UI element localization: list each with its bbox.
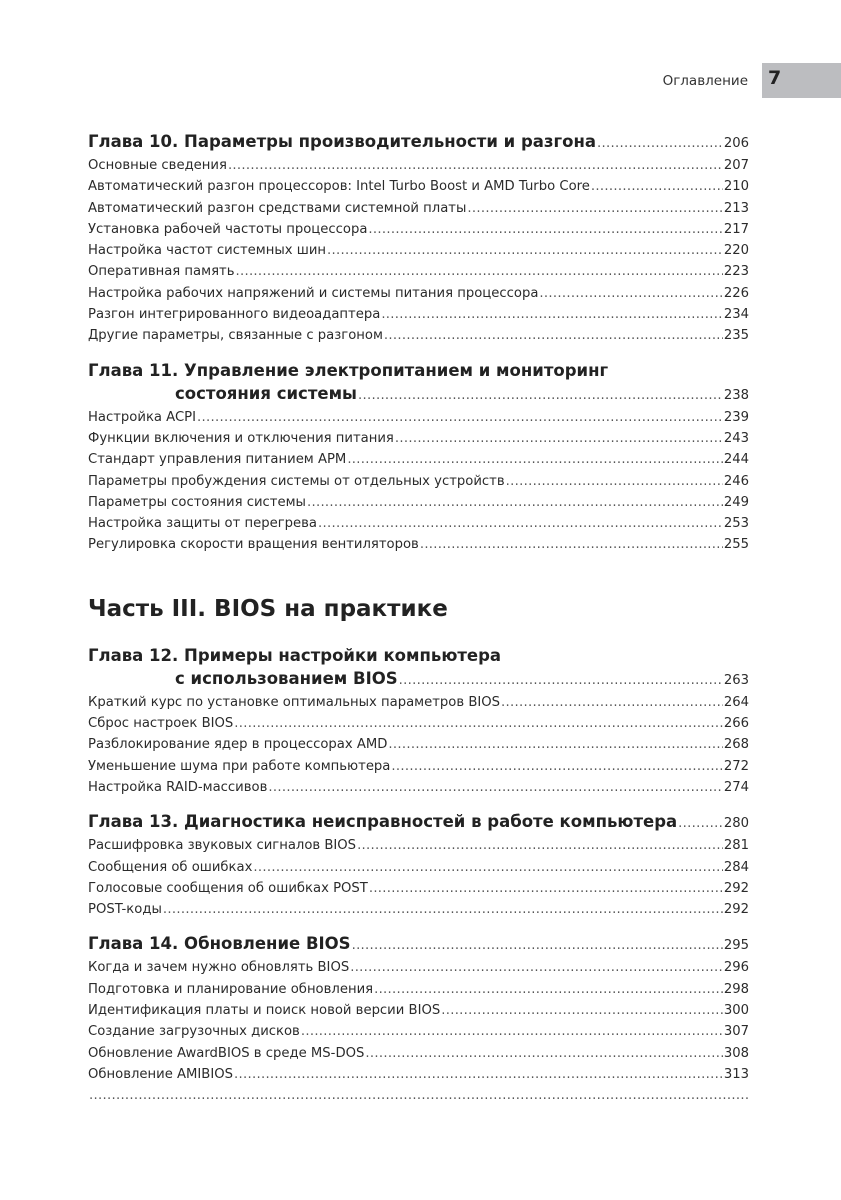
entry-title: Обновление AMIBIOS bbox=[88, 1066, 233, 1082]
page-number-tab bbox=[762, 63, 841, 98]
toc-entry[interactable] bbox=[88, 957, 749, 978]
toc-chapter-11-heading: Глава 11. Управление электропитанием и мониторинг bbox=[88, 360, 609, 380]
toc-entry[interactable] bbox=[88, 283, 749, 304]
entry-title: Параметры пробуждения системы от отдельных устройств bbox=[88, 473, 505, 489]
toc-entry[interactable] bbox=[88, 155, 749, 176]
toc-entry[interactable] bbox=[88, 176, 749, 197]
entry-title: Автоматический разгон процессоров: Intel Turbo Boost и AMD Turbo Core bbox=[88, 179, 590, 195]
toc-chapter-12[interactable] bbox=[88, 667, 749, 692]
entry-page: 246 bbox=[723, 473, 749, 489]
entry-page: 313 bbox=[723, 1066, 749, 1082]
toc-entry[interactable] bbox=[88, 428, 749, 449]
leader-dots bbox=[318, 513, 723, 534]
entry-page: 243 bbox=[723, 430, 749, 446]
entry-title: Функции включения и отключения питания bbox=[88, 430, 394, 446]
entry-title: Уменьшение шума при работе компьютера bbox=[88, 758, 391, 774]
entry-title: Краткий курс по установке оптимальных параметров BIOS bbox=[88, 694, 501, 710]
toc-entry[interactable] bbox=[88, 979, 749, 1000]
entry-title: Настройка частот системных шин bbox=[88, 243, 327, 259]
leader-dots bbox=[388, 734, 722, 755]
leader-dots bbox=[539, 283, 722, 304]
entry-title: Оперативная память bbox=[88, 264, 235, 280]
entry-page: 281 bbox=[723, 838, 749, 854]
toc-entry[interactable] bbox=[88, 756, 749, 777]
leader-dots bbox=[365, 1043, 722, 1064]
leader-dots bbox=[597, 132, 723, 155]
leader-dots bbox=[163, 899, 723, 920]
toc-entry[interactable] bbox=[88, 1021, 749, 1042]
toc-entry[interactable] bbox=[88, 325, 749, 346]
entry-page: 235 bbox=[723, 328, 749, 344]
toc-entry[interactable] bbox=[88, 899, 749, 920]
entry-page: 272 bbox=[723, 758, 749, 774]
leader-dots bbox=[268, 777, 722, 798]
toc-entry[interactable] bbox=[88, 1000, 749, 1021]
entry-page: 284 bbox=[723, 859, 749, 875]
entry-page: 234 bbox=[723, 307, 749, 323]
chapter-page: 280 bbox=[723, 816, 749, 832]
toc-entry[interactable] bbox=[88, 713, 749, 734]
entry-title: Стандарт управления питанием APM bbox=[88, 452, 347, 468]
leader-dots bbox=[301, 1021, 723, 1042]
entry-title: Создание загрузочных дисков bbox=[88, 1024, 300, 1040]
leader-dots bbox=[347, 449, 723, 470]
entry-title: Основные сведения bbox=[88, 158, 227, 173]
chapter-page: 238 bbox=[723, 387, 749, 403]
entry-title: Сброс настроек BIOS bbox=[88, 716, 234, 732]
chapter-page: 295 bbox=[723, 938, 749, 954]
entry-page: 220 bbox=[723, 243, 749, 259]
toc-entry[interactable] bbox=[88, 777, 749, 798]
entry-page: 274 bbox=[723, 779, 749, 795]
leader-dots bbox=[368, 219, 722, 240]
entry-title: POST-коды bbox=[88, 902, 162, 918]
leader-dots bbox=[441, 1000, 723, 1021]
toc-entry[interactable] bbox=[88, 261, 749, 282]
chapter-title: с использованием BIOS bbox=[175, 668, 398, 688]
toc-entry[interactable] bbox=[88, 1043, 749, 1064]
toc-entry[interactable] bbox=[88, 1064, 749, 1085]
toc-entry[interactable] bbox=[88, 449, 749, 470]
toc-entry[interactable] bbox=[88, 878, 749, 899]
toc-entry[interactable] bbox=[88, 857, 749, 878]
toc-entry[interactable] bbox=[88, 407, 749, 428]
toc-entry[interactable] bbox=[88, 492, 749, 513]
entry-page: 255 bbox=[723, 537, 749, 553]
leader-dots bbox=[197, 407, 723, 428]
leader-dots bbox=[467, 198, 722, 219]
leader-dots bbox=[384, 325, 723, 346]
leader-dots bbox=[591, 176, 723, 197]
table-of-contents bbox=[88, 130, 749, 1107]
entry-title: Сообщения об ошибках bbox=[88, 859, 253, 875]
entry-title: Другие параметры, связанные с разгоном bbox=[88, 328, 383, 344]
entry-title: Когда и зачем нужно обновлять BIOS bbox=[88, 960, 350, 976]
chapter-title: состояния системы bbox=[175, 383, 357, 403]
entry-page: 210 bbox=[723, 179, 749, 195]
entry-title: Голосовые сообщения об ошибках POST bbox=[88, 880, 368, 896]
leader-dots bbox=[506, 471, 723, 492]
entry-title: Регулировка скорости вращения вентиляторов bbox=[88, 537, 419, 553]
toc-chapter-11[interactable] bbox=[88, 382, 749, 407]
toc-entry[interactable] bbox=[88, 692, 749, 713]
leader-dots bbox=[399, 669, 723, 692]
entry-page: 266 bbox=[723, 716, 749, 732]
toc-chapter-10[interactable] bbox=[88, 130, 749, 155]
toc-entry[interactable] bbox=[88, 240, 749, 261]
leader-dots bbox=[89, 1085, 748, 1106]
leader-dots bbox=[307, 492, 723, 513]
leader-dots bbox=[234, 1064, 723, 1085]
leader-dots bbox=[369, 878, 723, 899]
entry-page: 239 bbox=[723, 409, 749, 425]
entry-title: Настройка ACPI bbox=[88, 409, 197, 425]
leader-dots bbox=[501, 692, 723, 713]
entry-title: Идентификация платы и поиск новой версии BIOS bbox=[88, 1003, 441, 1019]
toc-chapter-12-heading: Глава 12. Примеры настройки компьютера bbox=[88, 645, 502, 665]
leader-dots bbox=[420, 534, 723, 555]
chapter-title: Глава 14. Обновление BIOS bbox=[88, 934, 351, 954]
toc-chapter-13[interactable] bbox=[88, 810, 749, 835]
entry-title: Разблокирование ядер в процессорах AMD bbox=[88, 737, 388, 753]
page-number: 7 bbox=[768, 67, 782, 89]
entry-page: 264 bbox=[723, 694, 749, 710]
toc-entry[interactable] bbox=[88, 304, 749, 325]
entry-page: 298 bbox=[723, 981, 749, 997]
entry-page: 244 bbox=[723, 452, 749, 468]
leader-dots bbox=[374, 979, 723, 1000]
chapter-title: Глава 10. Параметры производительности и разгона bbox=[88, 132, 596, 151]
entry-title: Установка рабочей частоты процессора bbox=[88, 221, 368, 237]
toc-entry[interactable] bbox=[88, 471, 749, 492]
leader-dots bbox=[358, 384, 723, 407]
entry-page: 292 bbox=[723, 902, 749, 918]
toc-entry[interactable] bbox=[88, 219, 749, 240]
entry-title: Подготовка и планирование обновления bbox=[88, 981, 374, 997]
entry-title: Расшифровка звуковых сигналов BIOS bbox=[88, 838, 357, 854]
entry-page: 226 bbox=[723, 285, 749, 301]
entry-title: Настройка рабочих напряжений и системы питания процессора bbox=[88, 285, 539, 301]
chapter-title: Глава 13. Диагностика неисправностей в работе компьютера bbox=[88, 812, 678, 832]
entry-page: 300 bbox=[723, 1003, 749, 1019]
toc-entry[interactable] bbox=[88, 835, 749, 856]
toc-entry[interactable] bbox=[88, 534, 749, 555]
leader-dots bbox=[234, 713, 723, 734]
entry-title: Параметры состояния системы bbox=[88, 494, 306, 510]
chapter-page: 263 bbox=[723, 672, 749, 688]
entry-page: 253 bbox=[723, 516, 749, 532]
leader-dots bbox=[228, 155, 723, 176]
toc-entry[interactable] bbox=[88, 734, 749, 755]
entry-title: Разгон интегрированного видеоадаптера bbox=[88, 307, 381, 323]
entry-page: 213 bbox=[723, 200, 749, 216]
entry-page: 268 bbox=[723, 737, 749, 753]
entry-title: Автоматический разгон средствами системной платы bbox=[88, 200, 467, 216]
entry-page: 292 bbox=[723, 880, 749, 896]
entry-page: 296 bbox=[723, 960, 749, 976]
entry-page: 308 bbox=[723, 1045, 749, 1061]
entry-title: Обновление AwardBIOS в среде MS-DOS bbox=[88, 1045, 365, 1061]
leader-dots bbox=[253, 857, 722, 878]
leader-dots bbox=[391, 756, 722, 777]
toc-entry[interactable] bbox=[88, 513, 749, 534]
leader-dots bbox=[395, 428, 723, 449]
leader-dots bbox=[381, 304, 723, 325]
leader-dots bbox=[235, 261, 722, 282]
leader-dots bbox=[350, 957, 723, 978]
entry-page: 307 bbox=[723, 1024, 749, 1040]
entry-page: 217 bbox=[723, 221, 749, 237]
leader-dots bbox=[357, 835, 723, 856]
toc-entry[interactable] bbox=[88, 1085, 749, 1106]
leader-dots bbox=[352, 934, 723, 957]
toc-chapter-14[interactable] bbox=[88, 932, 749, 957]
running-header: Оглавление bbox=[662, 73, 748, 89]
entry-page: 223 bbox=[723, 264, 749, 280]
entry-title: Настройка защиты от перегрева bbox=[88, 516, 317, 532]
entry-page: 249 bbox=[723, 494, 749, 510]
entry-title: Настройка RAID-массивов bbox=[88, 779, 268, 795]
leader-dots bbox=[678, 812, 723, 835]
leader-dots bbox=[327, 240, 723, 261]
part-title: Часть III. BIOS на практике bbox=[88, 595, 448, 622]
chapter-page: 206 bbox=[723, 136, 749, 151]
entry-page: 207 bbox=[723, 158, 749, 173]
toc-entry[interactable] bbox=[88, 198, 749, 219]
